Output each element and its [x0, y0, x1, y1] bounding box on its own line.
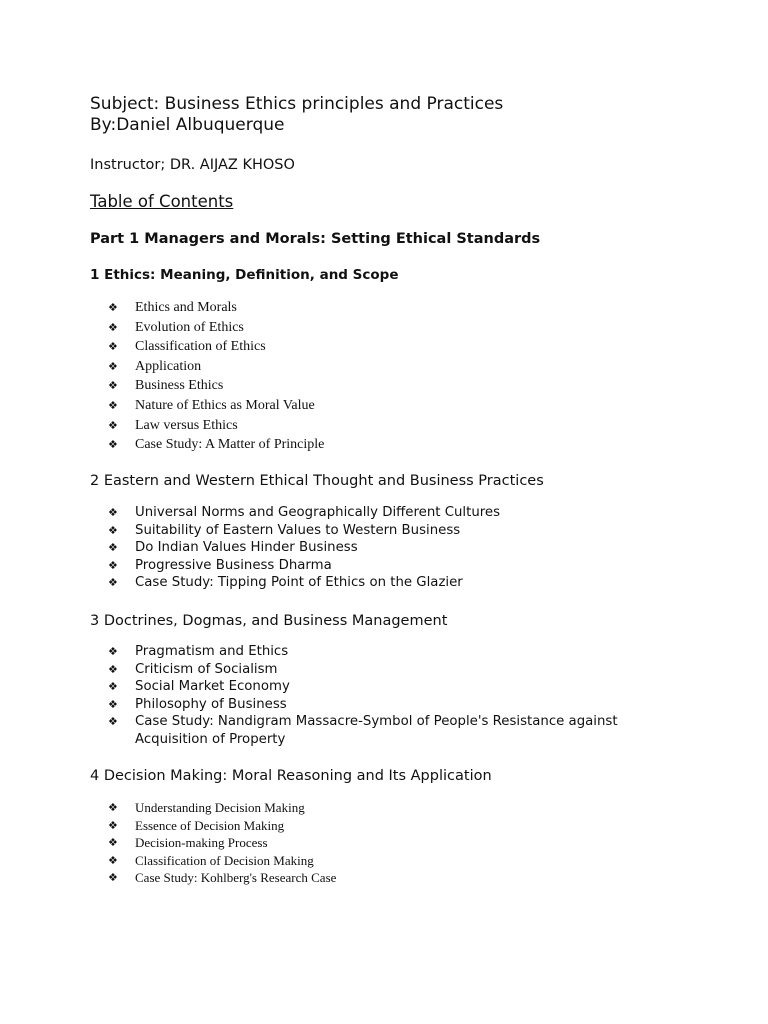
author-line: By:Daniel Albuquerque: [90, 115, 285, 135]
diamond-bullet-icon: ❖: [108, 662, 118, 676]
section-title: 4 Decision Making: Moral Reasoning and Its Application: [90, 768, 492, 784]
list-item: ❖ Suitability of Eastern Values to Western Business: [108, 522, 461, 538]
list-item: ❖ Progressive Business Dharma: [108, 557, 332, 573]
list-item: ❖ Application: [108, 357, 324, 377]
diamond-bullet-icon: ❖: [108, 541, 118, 555]
list-item: ❖ Ethics and Morals: [108, 298, 324, 318]
diamond-bullet-icon: ❖: [108, 836, 118, 850]
section-title: 1 Ethics: Meaning, Definition, and Scope: [90, 267, 399, 283]
list-item: ❖ Classification of Decision Making: [108, 852, 314, 868]
diamond-bullet-icon: ❖: [108, 320, 118, 334]
list-item: ❖ Case Study: Kohlberg's Research Case: [108, 870, 337, 886]
list-item: ❖ Criticism of Socialism: [108, 661, 278, 677]
subject-line: Subject: Business Ethics principles and Practices: [90, 94, 504, 114]
list-item: ❖ Law versus Ethics: [108, 416, 324, 436]
list-item: ❖ Essence of Decision Making: [108, 817, 285, 833]
diamond-bullet-icon: ❖: [108, 645, 118, 658]
list-item: ❖ Do Indian Values Hinder Business: [108, 540, 358, 556]
diamond-bullet-icon: ❖: [108, 558, 118, 572]
diamond-bullet-icon: ❖: [108, 340, 118, 354]
instructor-line: Instructor; DR. AIJAZ KHOSO: [90, 157, 295, 173]
diamond-bullet-icon: ❖: [108, 398, 118, 412]
diamond-bullet-icon: ❖: [108, 697, 118, 711]
diamond-bullet-icon: ❖: [108, 359, 118, 373]
diamond-bullet-icon: ❖: [108, 418, 118, 432]
list-item-continuation: Acquisition of Property: [135, 731, 286, 747]
diamond-bullet-icon: ❖: [108, 680, 118, 694]
diamond-bullet-icon: ❖: [108, 379, 118, 393]
diamond-bullet-icon: ❖: [108, 523, 118, 537]
list-item: ❖ Understanding Decision Making: [108, 800, 305, 815]
diamond-bullet-icon: ❖: [108, 853, 118, 867]
section-list: [108, 643, 618, 749]
list-item: ❖ Philosophy of Business: [108, 696, 287, 712]
section-title: 3 Doctrines, Dogmas, and Business Management: [90, 613, 448, 629]
list-item: ❖ Decision-making Process: [108, 835, 268, 851]
list-item: ❖ Case Study: Tipping Point of Ethics on the Glazier: [108, 575, 463, 591]
list-item: ❖ Pragmatism and Ethics: [108, 644, 289, 659]
list-item: ❖ Case Study: Nandigram Massacre-Symbol of People's Resistance against: [108, 714, 618, 730]
diamond-bullet-icon: ❖: [108, 801, 118, 814]
list-item: ❖ Business Ethics: [108, 376, 324, 396]
diamond-bullet-icon: ❖: [108, 301, 118, 314]
diamond-bullet-icon: ❖: [108, 438, 118, 452]
diamond-bullet-icon: ❖: [108, 576, 118, 590]
diamond-bullet-icon: ❖: [108, 506, 118, 519]
section-title: 2 Eastern and Western Ethical Thought and Business Practices: [90, 473, 544, 489]
section-list: [108, 298, 324, 455]
part-heading: Part 1 Managers and Morals: Setting Ethical Standards: [90, 231, 541, 247]
list-item: ❖ Evolution of Ethics: [108, 318, 324, 338]
section-list: [108, 504, 500, 592]
toc-heading: Table of Contents: [90, 192, 234, 211]
list-item: ❖ Social Market Economy: [108, 679, 290, 695]
list-item: ❖ Classification of Ethics: [108, 337, 324, 357]
diamond-bullet-icon: ❖: [108, 818, 118, 832]
list-item: ❖ Case Study: A Matter of Principle: [108, 435, 324, 455]
list-item: ❖ Universal Norms and Geographically Different Cultures: [108, 505, 501, 520]
diamond-bullet-icon: ❖: [108, 715, 118, 729]
diamond-bullet-icon: ❖: [108, 871, 118, 885]
list-item: ❖ Nature of Ethics as Moral Value: [108, 396, 324, 416]
section-list: [108, 799, 336, 887]
